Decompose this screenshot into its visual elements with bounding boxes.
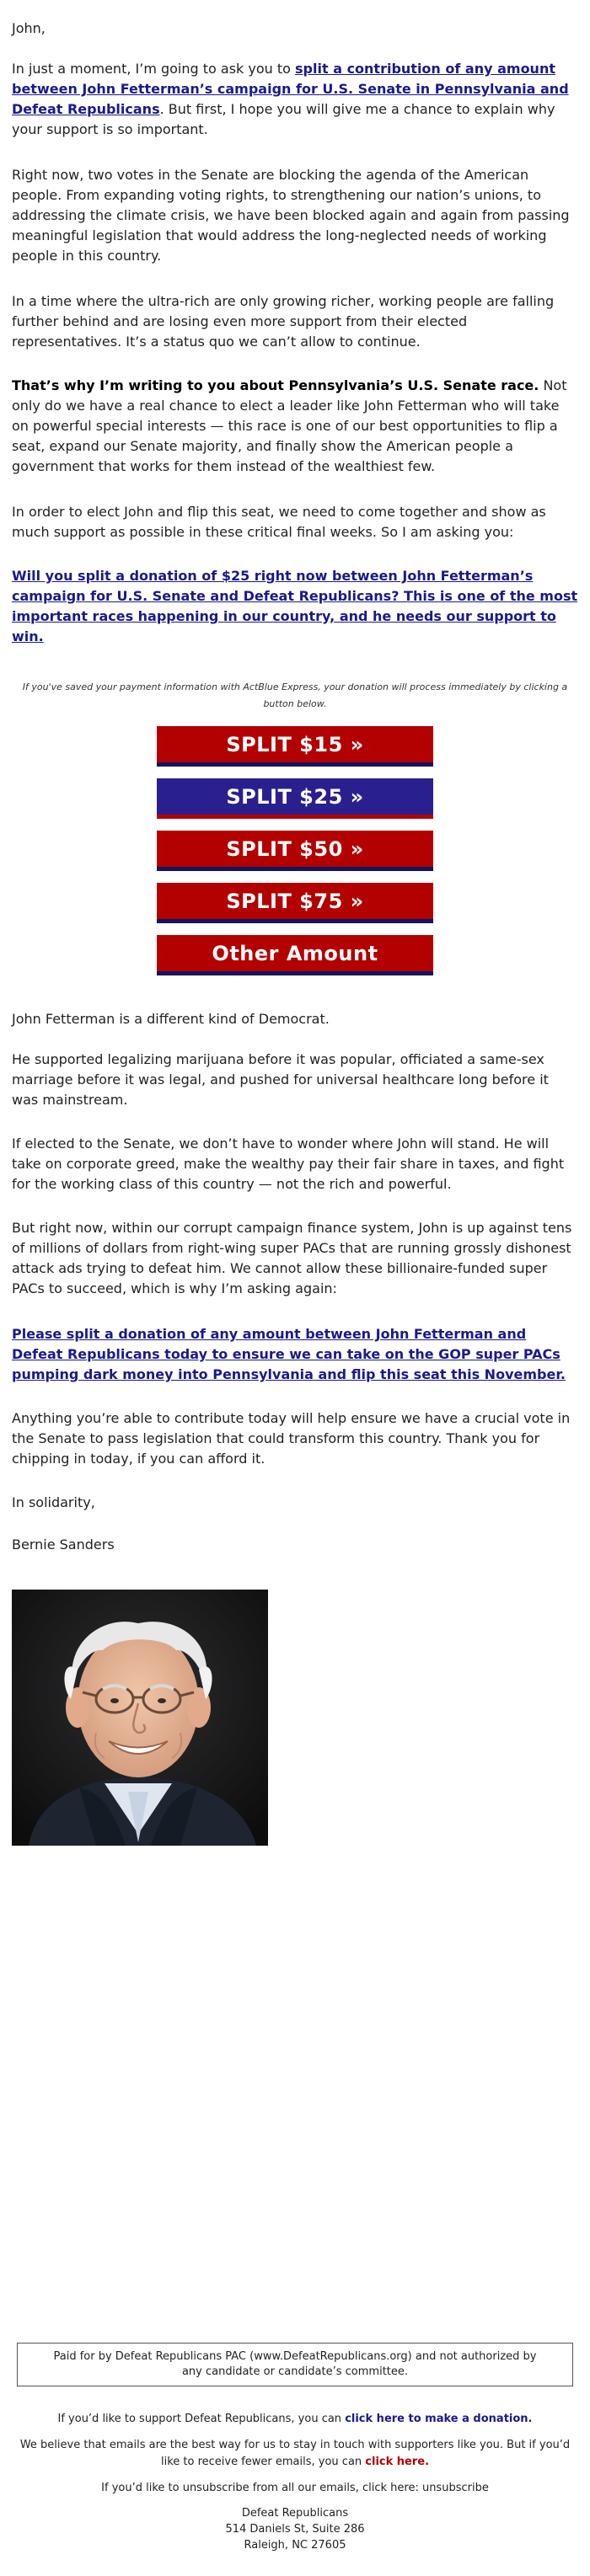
- pennsylvania-race-rest: Not only do we have a real chance to elect a leader like John Fetterman who will take on powerful special interests — this race is one of our best opportunities to flip a seat, expand our Senate majority, and finally show the American people a government that works for them instead of the wealthiest few.: [12, 377, 567, 474]
- other-amount-button[interactable]: Other Amount: [157, 935, 433, 975]
- intro-post: . But first, I hope you will give me a chance to explain why your support is so important.: [12, 101, 555, 137]
- paragraph-senate-blocking: Right now, two votes in the Senate are blocking the agenda of the American people. From expanding voting rights, to strengthening our nation’s unions, to addressing the climate crisis, we have been blocked again and again from passing meaningful legislation that would address the long-neglected needs of working people in this country.: [12, 167, 570, 264]
- paragraph-thank-you: Anything you’re able to contribute today will help ensure we have a crucial vote in the Senate to pass legislation that could transform this country. Thank you for chipping in today, if you can afford it.: [12, 1410, 571, 1467]
- paragraph-ultra-rich: In a time where the ultra-rich are only growing richer, working people are falling further behind and are losing even more support from their elected representatives. It’s a status quo we can’t allow to continue.: [12, 293, 555, 350]
- paragraph-campaign-finance: But right now, within our corrupt campaign finance system, John is up against tens of millions of dollars from right-wing super PACs that are running grossly dishonest attack ads trying to defeat him. We cannot allow these billionaire-funded super PACs to succeed, which is why I’m asking again:: [12, 1220, 572, 1296]
- split-donation-link[interactable]: Please split a donation of any amount between John Fetterman and Defeat Republicans today to ensure we can take on the GOP super PACs pumping dark money into Pennsylvania and flip this seat this November.: [12, 1326, 566, 1382]
- address-line-2: Raleigh, NC 27605: [244, 2539, 346, 2552]
- paragraph-different-democrat: John Fetterman is a different kind of Democrat.: [12, 1011, 330, 1027]
- donate-25-link[interactable]: Will you split a donation of $25 right now between John Fetterman’s campaign for U.S. Senate and Defeat Republicans? This is one of the most important races happening in our country, and he needs our support to win.: [12, 568, 578, 644]
- split-50-button[interactable]: SPLIT $50 »: [157, 831, 433, 871]
- paragraph-intro: [12, 59, 578, 140]
- split-25-button[interactable]: SPLIT $25 »: [157, 778, 433, 819]
- paid-for-disclaimer: Paid for by Defeat Republicans PAC (www.DefeatRepublicans.org) and not authorized by any candidate or candidate’s committee.: [17, 2343, 573, 2386]
- signature: Bernie Sanders: [12, 1537, 115, 1553]
- unsubscribe-line[interactable]: If you’d like to unsubscribe from all our emails, click here: unsubscribe: [101, 2482, 489, 2494]
- split-75-button[interactable]: SPLIT $75 »: [157, 883, 433, 923]
- org-name: Defeat Republicans: [241, 2507, 349, 2520]
- split-15-button[interactable]: SPLIT $15 »: [157, 726, 433, 767]
- split-contribution-link[interactable]: split a contribution of any amount between John Fetterman’s campaign for U.S. Senate in Pennsylvania and Defeat Republicans: [12, 61, 569, 117]
- paragraph-supported-legalizing: He supported legalizing marijuana before it was popular, officiated a same-sex marriage before it was legal, and pushed for universal healthcare long before it was mainstream.: [12, 1051, 549, 1108]
- fewer-emails-link[interactable]: click here.: [365, 2456, 430, 2468]
- fewer-emails-line: [17, 2437, 573, 2471]
- closing: In solidarity,: [12, 1494, 95, 1510]
- paragraph-ask-again: [12, 1324, 578, 1385]
- paragraph-flip-seat: In order to elect John and flip this seat, we need to come together and show as much support as possible in these critical final weeks. So I am asking you:: [12, 504, 546, 540]
- intro-pre: In just a moment, I’m going to ask you to: [12, 61, 296, 77]
- support-text: If you’d like to support Defeat Republicans, you can: [57, 2413, 346, 2425]
- paragraph-if-elected: If elected to the Senate, we don’t have to wonder where John will stand. He will take on corporate greed, make the wealthy pay their fair share in taxes, and fight for the working class of this country — not the rich and powerful.: [12, 1136, 565, 1192]
- actblue-express-notice: If you've saved your payment information with ActBlue Express, your donation will process immediately by clicking a button below.: [22, 681, 568, 709]
- make-donation-link[interactable]: click here to make a donation.: [345, 2413, 533, 2425]
- pennsylvania-race-bold: That’s why I’m writing to you about Pennsylvania’s U.S. Senate race.: [12, 377, 539, 393]
- fewer-emails-text: We believe that emails are the best way for us to stay in touch with supporters like you. But if you’d like to receive fewer emails, you can: [19, 2439, 571, 2468]
- support-line: [17, 2411, 573, 2428]
- paragraph-pennsylvania-race: [12, 376, 578, 477]
- greeting: John,: [12, 20, 46, 36]
- address-line-1: 514 Daniels St, Suite 286: [225, 2523, 365, 2536]
- paragraph-ask: [12, 566, 578, 647]
- bernie-sanders-photo: [12, 1590, 268, 1846]
